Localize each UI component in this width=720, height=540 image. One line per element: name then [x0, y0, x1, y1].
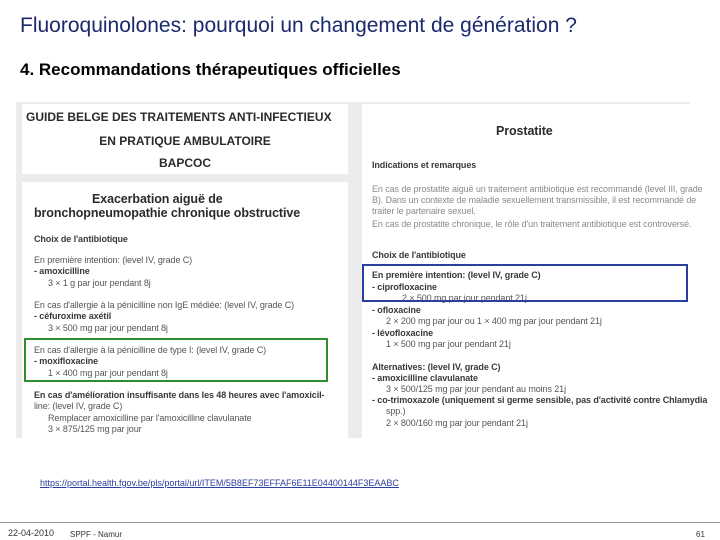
prostatitis-amoxclav-dose: 3 × 500/125 mg par jour pendant au moins 21j — [386, 384, 566, 394]
copd-heading-2: bronchopneumopathie chronique obstructive — [34, 206, 301, 220]
guide-header — [22, 104, 348, 174]
prostatitis-ind-2: B). Dans un contexte de maladie sexuellement transmissible, il est recommandé de — [372, 195, 697, 205]
footer-divider — [0, 522, 720, 523]
ciprofloxacin-highlight-box — [362, 264, 688, 302]
prostatitis-alternatives: Alternatives: (level IV, grade C) — [372, 362, 501, 372]
copd-recommendation — [22, 182, 348, 438]
source-link[interactable]: https://portal.health.fgov.be/pls/portal/url/ITEM/5B8EF73EFFAF6E11E04400144F3EAABC — [40, 478, 399, 488]
copd-moxi: - moxifloxacine — [34, 356, 99, 366]
page-number: 61 — [696, 530, 705, 539]
prostatitis-heading: Prostatite — [496, 124, 553, 138]
prostatitis-ind-3: traiter le partenaire sexuel. — [372, 206, 476, 216]
copd-improvement-2: line: (level IV, grade C) — [34, 401, 123, 411]
moxifloxacin-highlight-box — [24, 338, 328, 382]
guide-title-line1: GUIDE BELGE DES TRAITEMENTS ANTI-INFECTIEUX — [26, 110, 332, 124]
copd-allergy-type1: En cas d'allergie à la pénicilline de type I: (level IV, grade C) — [34, 345, 267, 355]
copd-moxi-dose: 1 × 400 mg par jour pendant 8j — [48, 368, 168, 378]
prostatitis-choice-label: Choix de l'antibiotique — [372, 250, 466, 260]
prostatitis-levo: - lévofloxacine — [372, 328, 434, 338]
copd-first-intent: En première intention: (level IV, grade C) — [34, 255, 193, 265]
footer-organization: SPPF - Namur — [70, 530, 123, 539]
slide-subtitle: 4. Recommandations thérapeutiques officielles — [20, 60, 401, 79]
prostatitis-cipro-dose: 2 × 500 mg par jour pendant 21j — [402, 293, 527, 303]
copd-heading-1: Exacerbation aiguë de — [92, 192, 223, 206]
copd-choice-label: Choix de l'antibiotique — [34, 234, 128, 244]
copd-allergy-non-ige: En cas d'allergie à la pénicilline non IgE médiée: (level IV, grade C) — [34, 300, 295, 310]
prostatitis-cotrimoxazole-dose: 2 × 800/160 mg par jour pendant 21j — [386, 418, 528, 428]
prostatitis-amoxclav: - amoxicilline clavulanate — [372, 373, 478, 383]
slide-title: Fluoroquinolones: pourquoi un changement de génération ? — [20, 14, 577, 37]
prostatitis-first-intent: En première intention: (level IV, grade C) — [372, 270, 541, 280]
prostatitis-oflox: - ofloxacine — [372, 305, 421, 315]
prostatitis-ind-4: En cas de prostatite chronique, le rôle d'un traitement antibiotique est controversé. — [372, 219, 692, 229]
copd-amox-dose: 3 × 1 g par jour pendant 8j — [48, 278, 151, 288]
prostatitis-ind-1: En cas de prostatite aiguë un traitement antibiotique est recommandé (level III, grade — [372, 184, 703, 194]
guide-title-line3: BAPCOC — [158, 156, 211, 170]
copd-amox: - amoxicilline — [34, 266, 90, 276]
copd-improvement-3: Remplacer amoxicilline par l'amoxicilline clavulanate — [48, 413, 252, 423]
copd-cefuroxime-dose: 3 × 500 mg par jour pendant 8j — [48, 323, 168, 333]
copd-cefuroxime: - céfuroxime axétil — [34, 311, 112, 321]
prostatitis-cotrimoxazole: - co-trimoxazole (uniquement si germe sensible, pas d'activité contre Chlamydia — [372, 395, 708, 405]
prostatitis-cotrimoxazole-2: spp.) — [386, 406, 406, 416]
copd-improvement-4: 3 × 875/125 mg par jour — [48, 424, 142, 434]
footer-date: 22-04-2010 — [8, 528, 55, 538]
prostatitis-indications-label: Indications et remarques — [372, 160, 477, 170]
guide-title-line2: EN PRATIQUE AMBULATOIRE — [99, 134, 271, 148]
copd-improvement-1: En cas d'amélioration insuffisante dans les 48 heures avec l'amoxicil- — [34, 390, 325, 400]
prostatitis-levo-dose: 1 × 500 mg par jour pendant 21j — [386, 339, 511, 349]
prostatitis-oflox-dose: 2 × 200 mg par jour ou 1 × 400 mg par jour pendant 21j — [386, 316, 602, 326]
prostatitis-cipro: - ciprofloxacine — [372, 282, 437, 292]
